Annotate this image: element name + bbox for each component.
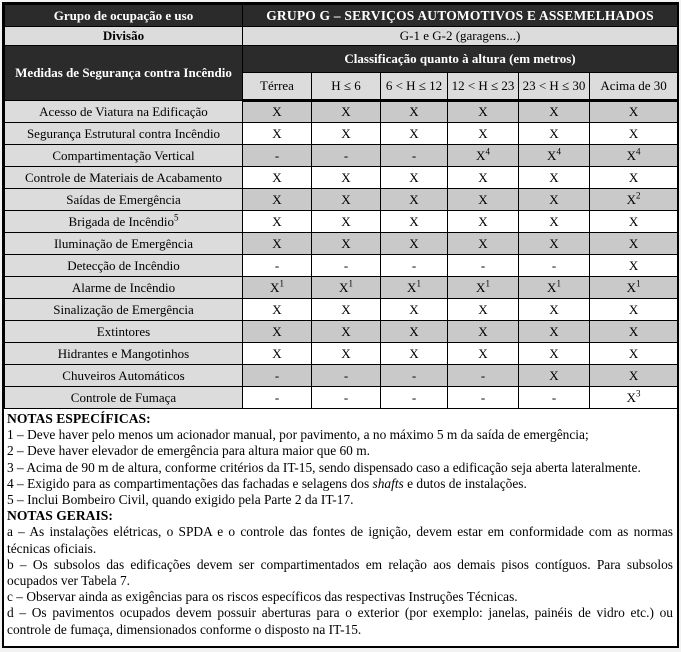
measure-requirement-cell: X — [519, 343, 590, 365]
measure-requirement-cell: X — [243, 167, 312, 189]
measure-requirement-cell: X — [381, 167, 448, 189]
measure-requirement-cell: X — [312, 167, 381, 189]
classification-header: Classificação quanto à altura (em metros) — [243, 46, 678, 73]
regulation-table-frame — [2, 2, 679, 648]
measure-label: Iluminação de Emergência — [5, 233, 243, 255]
measure-requirement-cell: $X^1$ — [590, 277, 678, 299]
measure-requirement-cell: $X^1$ — [519, 277, 590, 299]
measure-requirement-cell: - — [312, 365, 381, 387]
specific-notes-list — [7, 427, 673, 508]
measure-requirement-cell: X — [381, 233, 448, 255]
measure-requirement-cell: X — [590, 365, 678, 387]
measure-requirement-cell: X — [590, 233, 678, 255]
measure-requirement-cell: - — [243, 145, 312, 167]
measure-requirement-cell: X — [448, 321, 519, 343]
measure-requirement-cell: X — [243, 101, 312, 123]
measure-requirement-cell: X — [448, 101, 519, 123]
height-column-header: Térrea — [243, 73, 312, 101]
note-line: a – As instalações elétricas, o SPDA e o controle das fontes de ignição, devem estar em conformidade com as normas técnicas oficiais. — [7, 524, 673, 556]
height-column-header: 12 < H ≤ 23 — [448, 73, 519, 101]
measure-requirement-cell: X — [590, 167, 678, 189]
group-title: GRUPO G – SERVIÇOS AUTOMOTIVOS E ASSEMELHADOS — [243, 5, 678, 27]
measure-requirement-cell: - — [243, 365, 312, 387]
measure-label: Controle de Materiais de Acabamento — [5, 167, 243, 189]
measure-label: Chuveiros Automáticos — [5, 365, 243, 387]
measure-requirement-cell: X — [381, 299, 448, 321]
fire-safety-requirements-table — [4, 4, 678, 409]
measure-requirement-cell: X — [312, 343, 381, 365]
measure-requirement-cell: X — [448, 167, 519, 189]
measure-requirement-cell: X — [448, 189, 519, 211]
note-line: 5 – Inclui Bombeiro Civil, quando exigido pela Parte 2 da IT-17. — [7, 492, 354, 508]
measure-requirement-cell: $X^1$ — [243, 277, 312, 299]
measure-label: Segurança Estrutural contra Incêndio — [5, 123, 243, 145]
measure-requirement-cell: $X^4$ — [519, 145, 590, 167]
measure-requirement-cell: X — [243, 211, 312, 233]
note-line: 2 – Deve haver elevador de emergência para altura maior que 60 m. — [7, 443, 370, 459]
measure-requirement-cell: X — [590, 211, 678, 233]
measure-requirement-cell: - — [312, 255, 381, 277]
measure-requirement-cell: X — [590, 299, 678, 321]
measure-requirement-cell: - — [381, 145, 448, 167]
measure-requirement-cell: $X^2$ — [590, 189, 678, 211]
measure-requirement-cell: X — [243, 233, 312, 255]
table-row — [5, 277, 678, 299]
note-line: 3 – Acima de 90 m de altura, conforme critérios da IT-15, sendo dispensado caso a edificação seja aberta lateralmente. — [7, 459, 641, 475]
table-row — [5, 233, 678, 255]
measure-requirement-cell: - — [312, 387, 381, 409]
measure-requirement-cell: X — [519, 321, 590, 343]
measure-requirement-cell: $X^4$ — [448, 145, 519, 167]
measure-requirement-cell: X — [381, 343, 448, 365]
general-notes-list — [7, 524, 673, 637]
measure-requirement-cell: X — [381, 321, 448, 343]
table-row — [5, 189, 678, 211]
measure-requirement-cell: $X^1$ — [312, 277, 381, 299]
measure-requirement-cell: X — [312, 211, 381, 233]
division-value: G-1 e G-2 (garagens...) — [243, 27, 678, 46]
measure-requirement-cell: - — [243, 387, 312, 409]
height-column-header: Acima de 30 — [590, 73, 678, 101]
measure-requirement-cell: - — [312, 145, 381, 167]
measure-label: Extintores — [5, 321, 243, 343]
measure-requirement-cell: X — [519, 167, 590, 189]
measure-requirement-cell: $X^3$ — [590, 387, 678, 409]
table-row — [5, 343, 678, 365]
table-row — [5, 299, 678, 321]
table-row — [5, 365, 678, 387]
measure-requirement-cell: - — [381, 387, 448, 409]
table-row — [5, 211, 678, 233]
measure-requirement-cell: X — [519, 211, 590, 233]
measure-requirement-cell: X — [381, 123, 448, 145]
measures-table-body — [5, 101, 678, 409]
measure-requirement-cell: $X^1$ — [381, 277, 448, 299]
measure-requirement-cell: X — [590, 255, 678, 277]
measure-requirement-cell: X — [590, 343, 678, 365]
measure-label: Sinalização de Emergência — [5, 299, 243, 321]
group-label: Grupo de ocupação e uso — [5, 5, 243, 27]
measure-requirement-cell: X — [312, 233, 381, 255]
division-label: Divisão — [5, 27, 243, 46]
note-line: 4 – Exigido para as compartimentações das fachadas e selagens dos shafts e dutos de instalações. — [7, 475, 527, 491]
table-row — [5, 255, 678, 277]
measure-requirement-cell: X — [590, 321, 678, 343]
measure-requirement-cell: X — [243, 189, 312, 211]
measure-requirement-cell: - — [381, 255, 448, 277]
table-row — [5, 387, 678, 409]
measure-requirement-cell: X — [312, 101, 381, 123]
measures-column-header: Medidas de Segurança contra Incêndio — [5, 46, 243, 101]
measure-requirement-cell: X — [519, 189, 590, 211]
measure-requirement-cell: - — [448, 255, 519, 277]
measure-label: Detecção de Incêndio — [5, 255, 243, 277]
measure-requirement-cell: X — [381, 211, 448, 233]
measure-requirement-cell: X — [590, 101, 678, 123]
measure-requirement-cell: $X^4$ — [590, 145, 678, 167]
note-line: b – Os subsolos das edificações devem ser compartimentados em relação aos demais pisos contíguos. Para subsolos ocupados ver Tabela 7. — [7, 556, 673, 589]
measure-label: Alarme de Incêndio — [5, 277, 243, 299]
measure-requirement-cell: - — [519, 255, 590, 277]
measure-requirement-cell: - — [381, 365, 448, 387]
height-column-header: 6 < H ≤ 12 — [381, 73, 448, 101]
header-row-group — [5, 5, 678, 27]
measure-requirement-cell: X — [448, 233, 519, 255]
measure-requirement-cell: X — [243, 299, 312, 321]
measure-requirement-cell: X — [312, 189, 381, 211]
table-row — [5, 321, 678, 343]
measure-requirement-cell: X — [448, 123, 519, 145]
notes-section — [4, 409, 677, 638]
measure-label: Hidrantes e Mangotinhos — [5, 343, 243, 365]
measure-requirement-cell: X — [312, 299, 381, 321]
measure-requirement-cell: X — [312, 321, 381, 343]
table-row — [5, 101, 678, 123]
header-row-division — [5, 27, 678, 46]
measure-requirement-cell: X — [519, 365, 590, 387]
measure-requirement-cell: X — [590, 123, 678, 145]
height-column-header: 23 < H ≤ 30 — [519, 73, 590, 101]
measure-label: Acesso de Viatura na Edificação — [5, 101, 243, 123]
general-notes-title: NOTAS GERAIS: — [7, 508, 113, 524]
table-row — [5, 167, 678, 189]
measure-requirement-cell: $X^1$ — [448, 277, 519, 299]
measure-requirement-cell: X — [519, 123, 590, 145]
measure-requirement-cell: X — [519, 101, 590, 123]
measure-requirement-cell: X — [448, 211, 519, 233]
note-line: d – Os pavimentos ocupados devem possuir aberturas para o exterior (por exemplo: janelas, painéis de vidro etc.) ou controle de fumaça, dimensionados conforme o disposto na IT-15. — [7, 605, 673, 637]
measure-label: Brigada de Incêndio$^5$ — [5, 211, 243, 233]
header-row-classification — [5, 46, 678, 73]
height-column-header: H ≤ 6 — [312, 73, 381, 101]
measure-requirement-cell: X — [381, 101, 448, 123]
note-line: c – Observar ainda as exigências para os riscos específicos das respectivas Instruções Técnicas. — [7, 589, 518, 605]
measure-requirement-cell: X — [312, 123, 381, 145]
measure-requirement-cell: X — [448, 343, 519, 365]
measure-requirement-cell: X — [381, 189, 448, 211]
measure-requirement-cell: X — [243, 343, 312, 365]
measure-requirement-cell: - — [243, 255, 312, 277]
measure-requirement-cell: X — [243, 321, 312, 343]
measure-requirement-cell: X — [448, 299, 519, 321]
specific-notes-title: NOTAS ESPECÍFICAS: — [7, 411, 151, 426]
measure-label: Compartimentação Vertical — [5, 145, 243, 167]
measure-requirement-cell: X — [243, 123, 312, 145]
measure-requirement-cell: X — [519, 233, 590, 255]
measure-label: Saídas de Emergência — [5, 189, 243, 211]
measure-requirement-cell: - — [519, 387, 590, 409]
measure-requirement-cell: - — [448, 387, 519, 409]
note-line: 1 – Deve haver pelo menos um acionador manual, por pavimento, a no máximo 5 m da saída de emergência; — [7, 427, 589, 443]
table-row — [5, 123, 678, 145]
table-row — [5, 145, 678, 167]
measure-requirement-cell: - — [448, 365, 519, 387]
measure-requirement-cell: X — [519, 299, 590, 321]
measure-label: Controle de Fumaça — [5, 387, 243, 409]
